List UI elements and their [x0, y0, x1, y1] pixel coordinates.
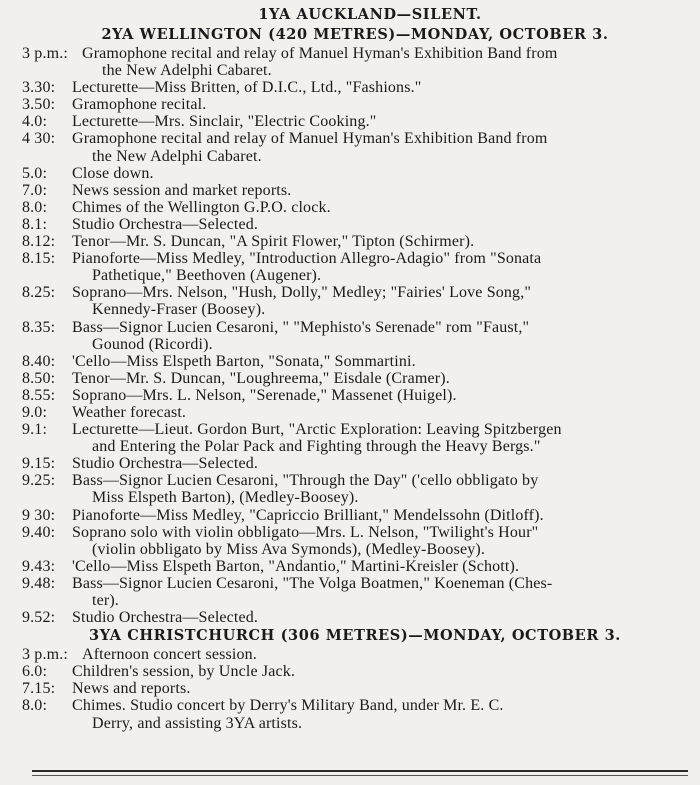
schedule-entry: [22, 387, 688, 404]
divider: [32, 775, 688, 776]
entry-text: Soprano—Mrs. Nelson, "Hush, Dolly," Medley; "Fairies' Love Song,": [72, 284, 532, 302]
divider: [32, 770, 688, 772]
entry-time: 8.35:: [22, 318, 56, 336]
entry-text: Pianoforte—Miss Medley, "Introduction Allegro-Adagio" from "Sonata: [72, 250, 542, 268]
entry-text: Lecturette—Mrs. Sinclair, "Electric Cooking.": [72, 113, 377, 131]
entry-text: Gramophone recital.: [72, 96, 207, 114]
entry-text: Pianoforte—Miss Medley, "Capriccio Brilliant," Mendelssohn (Ditloff).: [72, 506, 544, 524]
schedule-entry: [22, 404, 688, 421]
schedule-entry: [22, 472, 688, 506]
entry-time: 9.1:: [22, 421, 48, 439]
schedule-entry: [22, 96, 688, 113]
schedule-entry: [22, 216, 688, 233]
entry-text: Bass—Signor Lucien Cesaroni, "The Volga Boatmen," Koeneman (Ches-: [72, 574, 553, 592]
schedule-entry: [22, 45, 688, 79]
entry-time: 8.1:: [22, 215, 48, 233]
wellington-schedule: [22, 45, 688, 626]
entry-time: 5.0:: [22, 164, 48, 182]
bottom-rule: [32, 770, 688, 776]
schedule-entry: [22, 79, 688, 96]
schedule-entry: [22, 558, 688, 575]
entry-text-continued: ter).: [92, 592, 119, 609]
entry-time: 8.40:: [22, 352, 56, 370]
entry-text: Chimes. Studio concert by Derry's Military Band, under Mr. E. C.: [72, 697, 504, 715]
schedule-entry: [22, 250, 688, 284]
schedule-entry: [22, 609, 688, 626]
entry-text-continued: the New Adelphi Cabaret.: [92, 147, 262, 165]
entry-time: 7.15:: [22, 680, 56, 698]
entry-time: 8.12:: [22, 233, 56, 251]
entry-time: 9.15:: [22, 455, 56, 473]
entry-time: 4 30:: [22, 130, 56, 148]
entry-time: 8.15:: [22, 250, 56, 268]
schedule-entry: [22, 575, 688, 609]
entry-time: 9.52:: [22, 609, 56, 627]
entry-text-continued: Derry, and assisting 3YA artists.: [92, 714, 303, 732]
entry-time: 8.25:: [22, 284, 56, 302]
entry-time: 8.0:: [22, 198, 48, 216]
schedule-entry: [22, 284, 688, 318]
entry-text: Chimes of the Wellington G.P.O. clock.: [72, 198, 331, 216]
entry-text-continued: Miss Elspeth Barton), (Medley-Boosey).: [92, 489, 359, 507]
entry-text: News session and market reports.: [72, 181, 292, 199]
entry-text: Gramophone recital and relay of Manuel Hyman's Exhibition Band from: [72, 130, 548, 148]
entry-text: Lecturette—Miss Britten, of D.I.C., Ltd., "Fashions.": [72, 79, 422, 97]
schedule-entry: [22, 165, 688, 182]
entry-time: 9.25:: [22, 472, 56, 490]
section-heading-christchurch: 3YA CHRISTCHURCH (306 METRES)—MONDAY, OCTOBER 3.: [89, 627, 621, 645]
entry-text: 'Cello—Miss Elspeth Barton, "Sonata," Sommartini.: [72, 352, 416, 370]
entry-text: Tenor—Mr. S. Duncan, "A Spirit Flower," Tipton (Schirmer).: [72, 233, 475, 251]
schedule-entry: [22, 663, 688, 680]
entry-text: Lecturette—Lieut. Gordon Burt, "Arctic Exploration: Leaving Spitzbergen: [72, 421, 562, 439]
entry-text: News and reports.: [72, 680, 191, 698]
entry-time: 3.50:: [22, 96, 56, 114]
entry-time: 3 p.m.:: [22, 45, 68, 62]
schedule-entry: [22, 370, 688, 387]
entry-time: 9.43:: [22, 557, 56, 575]
schedule-entry: [22, 199, 688, 216]
schedule-entry: [22, 233, 688, 250]
entry-text: Tenor—Mr. S. Duncan, "Loughreema," Eisdale (Cramer).: [72, 369, 450, 387]
schedule-entry: [22, 646, 688, 663]
entry-time: 8.0:: [22, 697, 48, 715]
entry-text-continued: Pathetique," Beethoven (Augener).: [92, 267, 322, 285]
entry-time: 3 p.m.:: [22, 646, 68, 664]
entry-text-continued: (violin obbligato by Miss Ava Symonds), (Medley-Boosey).: [92, 540, 485, 558]
entry-text: Soprano solo with violin obbligato—Mrs. L. Nelson, "Twilight's Hour": [72, 523, 539, 541]
entry-time: 9.40:: [22, 523, 56, 541]
entry-time: 9.0:: [22, 403, 48, 421]
entry-text-continued: Kennedy-Fraser (Boosey).: [92, 301, 266, 319]
entry-time: 6.0:: [22, 663, 48, 681]
entry-text-continued: Gounod (Ricordi).: [92, 335, 213, 353]
entry-text-continued: the New Adelphi Cabaret.: [102, 62, 272, 80]
schedule-entry: [22, 680, 688, 697]
entry-text: Gramophone recital and relay of Manuel Hyman's Exhibition Band from: [82, 45, 558, 62]
schedule-entry: [22, 130, 688, 164]
schedule-entry: [22, 697, 688, 731]
entry-text-continued: and Entering the Polar Pack and Fighting through the Heavy Bergs.": [92, 438, 541, 456]
entry-text: Afternoon concert session.: [82, 646, 257, 664]
christchurch-schedule: [22, 646, 688, 731]
entry-time: 4.0:: [22, 113, 48, 131]
section-heading-wellington: 2YA WELLINGTON (420 METRES)—MONDAY, OCTOBER 3.: [101, 26, 609, 43]
schedule-entry: [22, 353, 688, 370]
entry-text: Studio Orchestra—Selected.: [72, 215, 259, 233]
schedule-entry: [22, 455, 688, 472]
entry-text: Weather forecast.: [72, 403, 187, 421]
entry-time: 8.50:: [22, 369, 56, 387]
section-heading-auckland: 1YA AUCKLAND—SILENT.: [258, 6, 482, 23]
entry-text: Children's session, by Uncle Jack.: [72, 663, 296, 681]
entry-time: 3.30:: [22, 79, 56, 97]
schedule-entry: [22, 507, 688, 524]
schedule-entry: [22, 113, 688, 130]
entry-text: Bass—Signor Lucien Cesaroni, " "Mephisto's Serenade" rom "Faust,": [72, 318, 530, 336]
schedule-entry: [22, 319, 688, 353]
entry-text: 'Cello—Miss Elspeth Barton, "Andantio," Martini-Kreisler (Schott).: [72, 557, 520, 575]
entry-time: 9.48:: [22, 574, 56, 592]
entry-time: 7.0:: [22, 181, 48, 199]
entry-time: 8.55:: [22, 386, 56, 404]
entry-time: 9 30:: [22, 506, 56, 524]
entry-text: Close down.: [72, 164, 154, 182]
entry-text: Soprano—Mrs. L. Nelson, "Serenade," Massenet (Huigel).: [72, 386, 457, 404]
schedule-entry: [22, 524, 688, 558]
entry-text: Bass—Signor Lucien Cesaroni, "Through the Day" ('cello obbligato by: [72, 472, 539, 490]
entry-text: Studio Orchestra—Selected.: [72, 455, 259, 473]
schedule-entry: [22, 182, 688, 199]
schedule-entry: [22, 421, 688, 455]
entry-text: Studio Orchestra—Selected.: [72, 609, 259, 627]
